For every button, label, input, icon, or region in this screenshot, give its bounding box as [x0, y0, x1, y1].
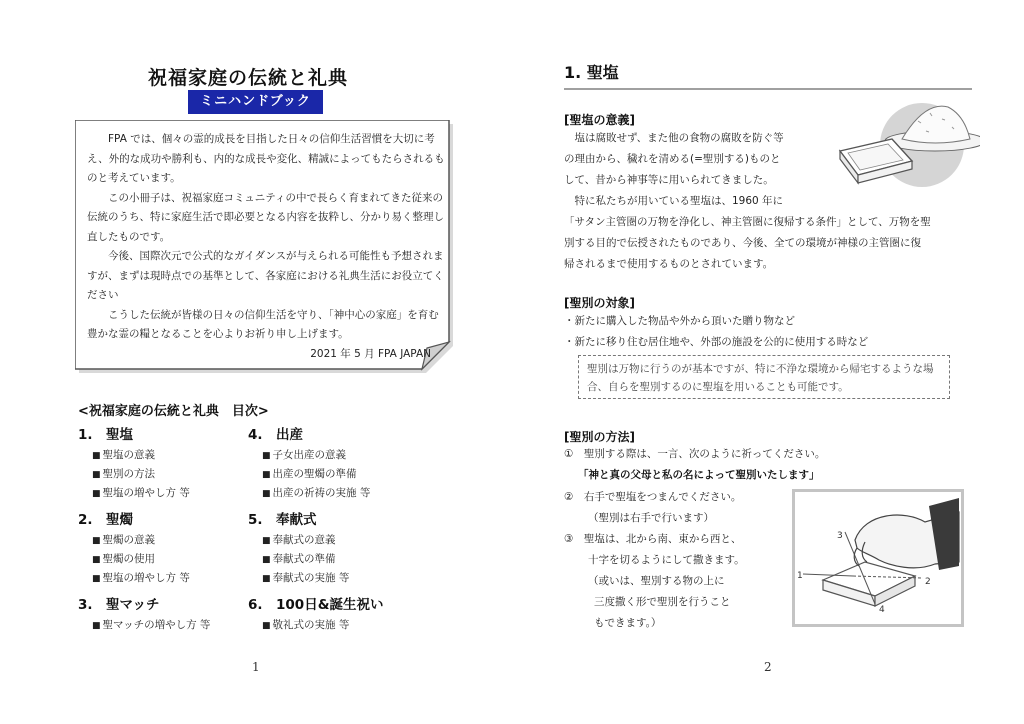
toc-section-6	[248, 594, 428, 635]
toc-item: ■ 奉献式の準備	[248, 550, 428, 569]
intro-paragraph: 今後、国際次元で公式的なガイダンスが与えられる可能性も予想されますが、まずは現時点での基準として、各家庭における礼典生活にお役立てください	[87, 250, 444, 301]
step-3-line: 三度撒く形で聖別を行うこと	[594, 596, 731, 608]
toc-item: ■ 聖マッチの増やし方 等	[78, 616, 258, 635]
toc-section-1	[78, 424, 258, 503]
meaning-heading: [聖塩の意義]	[564, 113, 635, 127]
toc-heading: 4. 出産	[248, 427, 304, 443]
intro-paragraph: この小冊子は、祝福家庭コミュニティの中で長らく育まれてきた従来の伝統のうち、特に家庭生活で即必要となる内容を抜粋し、分かり易く整理し直したものです。	[87, 191, 444, 243]
title-divider	[564, 88, 972, 90]
toc-section-3	[78, 594, 258, 635]
page-title: 祝福家庭の伝統と礼典	[148, 67, 349, 89]
step-2-note: （聖別は右手で行います）	[588, 512, 714, 524]
diagram-label: 4	[879, 605, 885, 615]
intro-paragraph: こうした伝統が皆様の日々の信仰生活を守り、「神中心の家庭」を育む豊かな霊の糧となることを心よりお祈り申し上げます。	[87, 308, 439, 340]
note-box: 聖別は万物に行うのが基本ですが、特に不浄な環境から帰宅するような場合、自らを聖別するのに聖塩を用いることも可能です。	[578, 355, 950, 399]
toc-heading: 5. 奉献式	[248, 512, 317, 528]
prayer-text: 「神と真の父母と私の名によって聖別いたします」	[578, 469, 820, 481]
toc-heading: 3. 聖マッチ	[78, 597, 160, 613]
toc-heading: 2. 聖燭	[78, 512, 134, 528]
toc-item: ■ 聖塩の増やし方 等	[78, 569, 258, 588]
step-2: ② 右手で聖塩をつまんでください。	[564, 491, 742, 503]
hand-diagram	[792, 489, 964, 627]
right-page	[512, 0, 1024, 724]
meaning-line: 特に私たちが用いている聖塩は、1960 年に	[574, 195, 784, 207]
meaning-line: して、昔から神事等に用いられてきました。	[564, 174, 774, 186]
meaning-line: の理由から、穢れを清める(=聖別する)ものと	[564, 153, 781, 165]
toc-section-2	[78, 509, 258, 588]
meaning-line: 「サタン主管圏の万物を浄化し、神主管圏に復帰する条件」として、万物を聖	[564, 216, 931, 228]
step-3-line: もできます。）	[594, 617, 662, 629]
meaning-text-wrapped	[564, 128, 826, 212]
meaning-line: 別する目的で伝授されたものであり、今後、全ての環境が神様の主管圏に復	[564, 237, 921, 249]
step-1: ① 聖別する際は、一言、次のように祈ってください。	[564, 448, 826, 460]
section-title: 1. 聖塩	[564, 63, 619, 82]
toc-item: ■ 子女出産の意義	[248, 446, 428, 465]
diagram-label: 1	[797, 571, 803, 581]
toc-section-4	[248, 424, 428, 503]
target-line: ・新たに購入した物品や外から頂いた贈り物など	[564, 315, 795, 327]
meaning-line: 帰されるまで使用するものとされています。	[564, 258, 774, 270]
intro-text	[87, 130, 445, 364]
toc-item: ■ 敬礼式の実施 等	[248, 616, 428, 635]
diagram-label: 2	[925, 577, 931, 587]
step-3-detail	[588, 550, 788, 634]
toc-item: ■ 聖燭の使用	[78, 550, 258, 569]
intro-box	[75, 120, 456, 377]
page-number: 2	[764, 660, 772, 674]
subtitle-badge: ミニハンドブック	[188, 90, 323, 114]
target-line: ・新たに移り住む居住地や、外部の施設を公的に使用する時など	[564, 336, 869, 348]
toc-item: ■ 聖燭の意義	[78, 531, 258, 550]
toc-heading: 1. 聖塩	[78, 427, 134, 443]
step-3: ③ 聖塩は、北から南、東から西と、	[564, 533, 742, 545]
method-heading: [聖別の方法]	[564, 430, 635, 444]
salt-dish-illustration	[830, 103, 980, 198]
meaning-line: 塩は腐敗せず、また他の食物の腐敗を防ぐ等	[574, 132, 784, 144]
toc-item: ■ 聖塩の増やし方 等	[78, 484, 258, 503]
hand-sprinkle-illustration	[795, 492, 961, 624]
toc-heading: 6. 100日&誕生祝い	[248, 597, 384, 613]
intro-signature: 2021 年 5 月 FPA JAPAN	[310, 347, 431, 360]
toc-item: ■ 聖別の方法	[78, 465, 258, 484]
step-3-line: （或いは、聖別する物の上に	[588, 575, 725, 587]
page-number: 1	[252, 660, 260, 674]
diagram-label: 3	[837, 531, 843, 541]
step-3-line: 十字を切るようにして撒きます。	[588, 554, 745, 566]
toc-section-5	[248, 509, 428, 588]
meaning-text-full	[564, 212, 984, 275]
toc-item: ■ 奉献式の意義	[248, 531, 428, 550]
toc-title: <祝福家庭の伝統と礼典 目次>	[78, 404, 269, 419]
toc-item: ■ 出産の聖燭の準備	[248, 465, 428, 484]
toc-item: ■ 聖塩の意義	[78, 446, 258, 465]
intro-paragraph: FPA では、個々の霊的成長を目指した日々の信仰生活習慣を大切に考え、外的な成功や勝利も、内的な成長や変化、精誠によってもたらされるものと考えています。	[87, 133, 445, 184]
toc-item: ■ 奉献式の実施 等	[248, 569, 428, 588]
toc-item: ■ 出産の祈祷の実施 等	[248, 484, 428, 503]
target-heading: [聖別の対象]	[564, 296, 635, 310]
target-list	[564, 311, 984, 353]
